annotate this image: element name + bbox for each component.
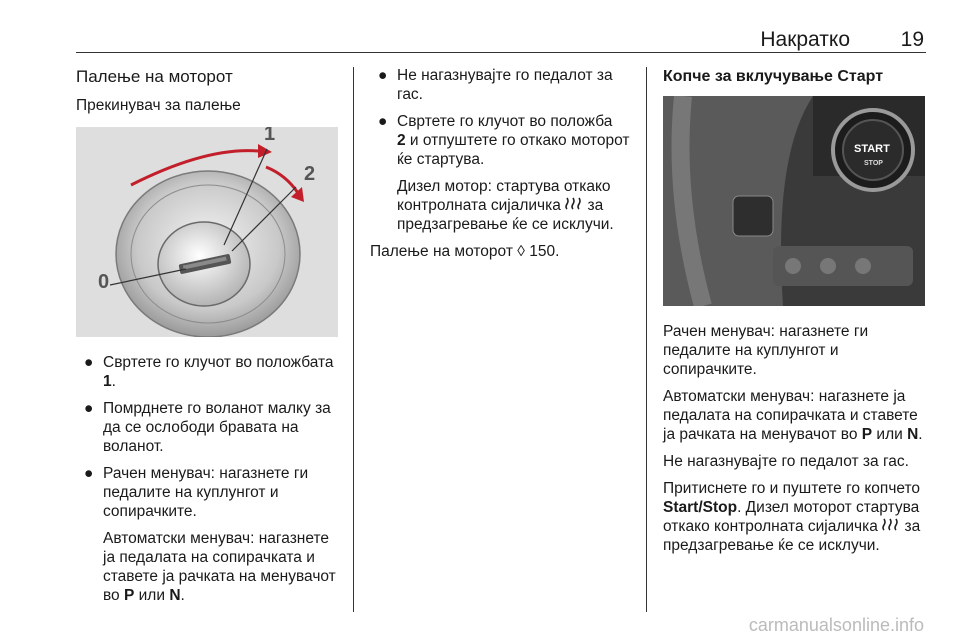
figure-label-0: 0 (98, 271, 110, 293)
ignition-switch-illustration (76, 127, 338, 337)
accelerator-warning: Не нагазнувајте го педалот за гас. (663, 453, 909, 470)
bullet: ● (84, 354, 94, 371)
page-number: 19 (900, 28, 924, 51)
column-1 (76, 66, 342, 613)
list-item: ● Свртете го клучот во положба 2 и отпуштете го откако моторот ќе стартува. (378, 113, 630, 168)
list-item: ● Помрднете го воланот малку за да се ослободи бравата на воланот. (84, 400, 331, 455)
start-stop-instructions: Притиснете го и пуштете го копчето Start/Stop. Дизел моторот стартува откако контролната сијаличка за предзагревање ќе се исклучи. (663, 480, 921, 554)
list-item: ● Не нагазнувајте го педалот за гас. (378, 67, 613, 103)
figure-label-1: 1 (264, 127, 276, 145)
ignition-steps-list (76, 353, 342, 521)
glow-plug-icon (565, 196, 583, 215)
column-divider-1 (353, 67, 354, 612)
list-item: ● Рачен менувач: нагазнете ги педалите на куплунгот и сопирачките. (84, 465, 309, 520)
section-title-ignition: Палење на моторот (76, 67, 233, 86)
bullet: ● (378, 113, 388, 130)
column-2 (370, 66, 636, 269)
ignition-steps-list-continued (370, 66, 636, 169)
cross-reference: Палење на моторот ◊ 150. (370, 243, 560, 260)
bullet: ● (84, 400, 94, 417)
manual-gearbox-text: Рачен менувач: нагазнете ги педалите на куплунгот и сопирачките. (663, 323, 869, 378)
watermark: carmanualsonline.info (748, 615, 924, 635)
column-divider-2 (646, 67, 647, 612)
glow-plug-icon (882, 517, 900, 536)
start-stop-button-photo (663, 96, 925, 306)
diesel-engine-note: Дизел мотор: стартува откако контролната сијаличка за предзагревање ќе се исклучи. (397, 178, 614, 233)
running-header-title: Накратко (760, 28, 850, 51)
stop-label: STOP (864, 160, 883, 167)
reference-arrow-icon: ◊ (517, 243, 525, 260)
start-label: START (854, 143, 890, 155)
bullet: ● (84, 465, 94, 482)
bullet: ● (378, 67, 388, 84)
ignition-switch-drawing (76, 127, 338, 337)
header-rule (76, 52, 926, 53)
automatic-gearbox-note: Автоматски менувач: нагазнете ја педалата на сопирачката и ставете ја рачката на менувачот во P или N. (103, 530, 336, 604)
figure-label-2: 2 (304, 163, 316, 185)
dashboard-drawing (663, 96, 925, 306)
reference-page[interactable]: 150. (529, 243, 560, 260)
automatic-gearbox-text: Автоматски менувач: нагазнете ја педалата на сопирачката и ставете ја рачката на менувачот во P или N. (663, 388, 923, 443)
subsection-title-ignition-switch: Прекинувач за палење (76, 97, 241, 114)
column-3 (663, 66, 928, 563)
section-title-start-button: Копче за вклучување Старт (663, 68, 884, 85)
list-item: ● Свртете го клучот во положбата 1. (84, 354, 334, 390)
